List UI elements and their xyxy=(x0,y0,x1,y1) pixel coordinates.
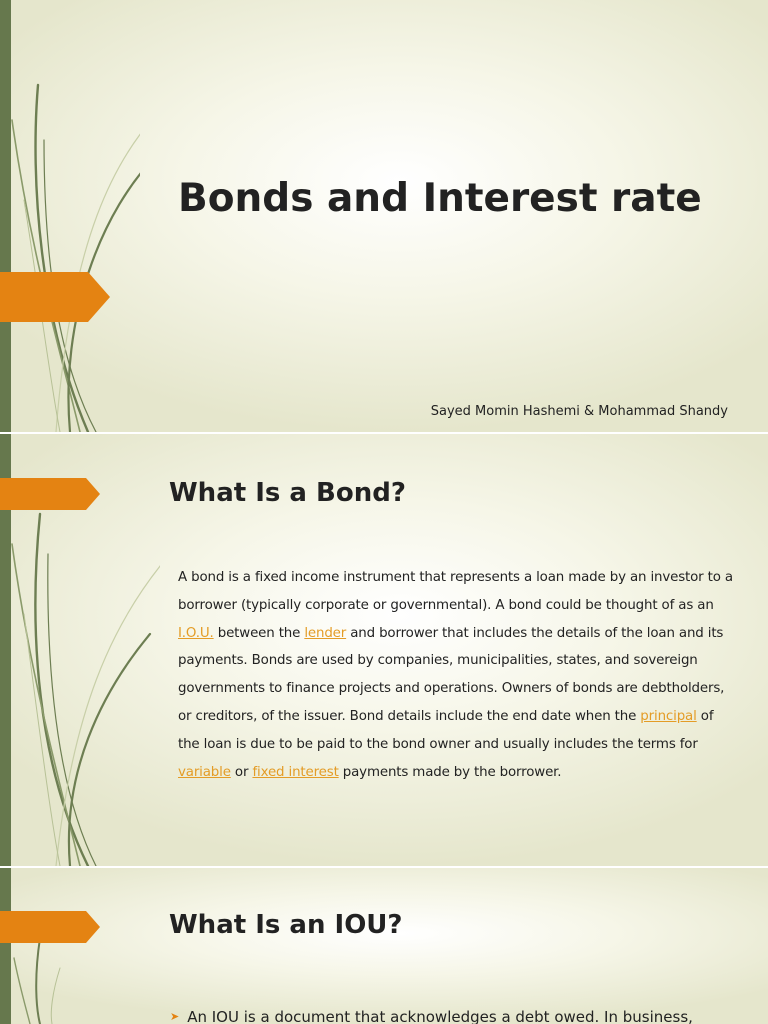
iou-link[interactable]: I.O.U. xyxy=(178,625,214,641)
paragraph-text: between the xyxy=(213,625,305,641)
fixed-interest-link[interactable]: fixed interest xyxy=(252,764,339,780)
variable-link[interactable]: variable xyxy=(178,764,231,780)
orange-arrow-tab-icon xyxy=(0,272,110,322)
paragraph-text: payments made by the borrower. xyxy=(338,764,562,780)
slide-heading: What Is a Bond? xyxy=(169,478,406,508)
vine-decoration xyxy=(0,868,120,1024)
slide-title-page xyxy=(0,0,768,432)
vine-decoration xyxy=(0,0,140,432)
slide-what-is-a-bond xyxy=(0,434,768,866)
bullet-text: An IOU is a document that acknowledges a debt owed. In business, xyxy=(187,1008,693,1024)
paragraph-text: A bond is a fixed income instrument that represents a loan made by an investor to a borrower (typically corporate or governmental). A bond could be thought of as an xyxy=(178,570,733,613)
paragraph-text: or xyxy=(230,764,253,780)
principal-link[interactable]: principal xyxy=(640,708,697,724)
orange-arrow-tab-icon xyxy=(0,911,100,943)
slide-heading: What Is an IOU? xyxy=(169,910,403,940)
lender-link[interactable]: lender xyxy=(304,625,347,641)
authors-subtitle: Sayed Momin Hashemi & Mohammad Shandy xyxy=(430,404,728,419)
presentation-title: Bonds and Interest rate xyxy=(178,176,702,221)
orange-arrow-tab-icon xyxy=(0,478,100,510)
slide-what-is-an-iou xyxy=(0,868,768,1024)
orange-arrow-bullet-icon: ➤ xyxy=(170,1010,180,1023)
bond-definition-paragraph xyxy=(178,564,738,786)
bullet-item xyxy=(170,1008,750,1024)
paragraph-text: of the loan is due to be paid to the bond owner and usually includes the terms for xyxy=(178,708,714,752)
paragraph-text: and borrower that includes the details of the loan and its payments. Bonds are used by companies, municipalities, states, and sovereign governments to finance projects and operations. Owners of bonds are debtholders, or creditors, of the issuer. Bond details include the end date when the xyxy=(178,625,725,724)
